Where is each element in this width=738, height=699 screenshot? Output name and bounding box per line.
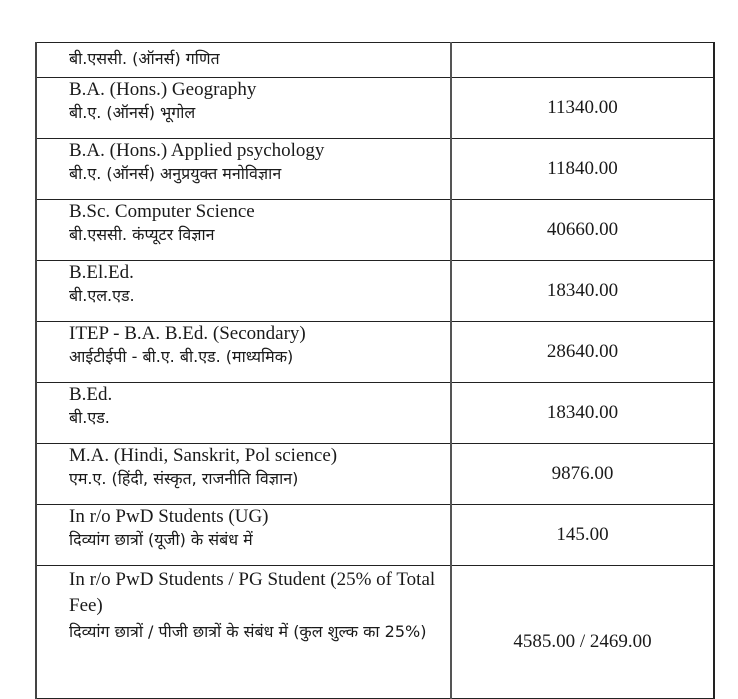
course-name-english: In r/o PwD Students / PG Student (25% of Total Fee) — [69, 569, 436, 616]
course-cell — [36, 139, 451, 200]
course-name-english: B.A. (Hons.) Geography — [69, 79, 257, 100]
fee-cell: 28640.00 — [451, 322, 714, 383]
table-row — [36, 139, 714, 200]
fee-cell: 4585.00 / 2469.00 — [451, 566, 714, 699]
course-cell — [36, 444, 451, 505]
course-name-hindi: बी.एड. — [69, 408, 110, 427]
course-cell — [36, 505, 451, 566]
course-name-english: B.Ed. — [69, 384, 113, 405]
course-cell — [36, 261, 451, 322]
fee-cell: 9876.00 — [451, 444, 714, 505]
course-name-english: B.A. (Hons.) Applied psychology — [69, 140, 325, 161]
course-name-english: In r/o PwD Students (UG) — [69, 506, 269, 527]
course-name-hindi: आईटीईपी - बी.ए. बी.एड. (माध्यमिक) — [69, 347, 294, 366]
course-name-hindi: बी.ए. (ऑनर्स) भूगोल — [69, 103, 196, 122]
fee-cell: 40660.00 — [451, 200, 714, 261]
table-row — [36, 444, 714, 505]
table-row — [36, 383, 714, 444]
fee-cell: 145.00 — [451, 505, 714, 566]
table-row — [36, 505, 714, 566]
course-name-english: ITEP - B.A. B.Ed. (Secondary) — [69, 323, 306, 344]
course-name-english: B.El.Ed. — [69, 262, 134, 283]
course-name-hindi: बी.ए. (ऑनर्स) अनुप्रयुक्त मनोविज्ञान — [69, 164, 282, 183]
fee-cell — [451, 43, 714, 78]
course-cell — [36, 78, 451, 139]
course-cell — [36, 322, 451, 383]
fee-cell: 11840.00 — [451, 139, 714, 200]
table-row — [36, 566, 714, 699]
course-name-english: M.A. (Hindi, Sanskrit, Pol science) — [69, 445, 338, 466]
table-row — [36, 78, 714, 139]
course-cell — [36, 43, 451, 78]
course-name-english: B.Sc. Computer Science — [69, 201, 255, 222]
fee-cell: 11340.00 — [451, 78, 714, 139]
table-row — [36, 322, 714, 383]
course-cell — [36, 383, 451, 444]
course-name-hindi: एम.ए. (हिंदी, संस्कृत, राजनीति विज्ञान) — [69, 469, 299, 488]
table-row — [36, 200, 714, 261]
table-row — [36, 43, 714, 78]
fee-cell: 18340.00 — [451, 383, 714, 444]
fee-table — [35, 42, 715, 699]
course-cell — [36, 200, 451, 261]
fee-cell: 18340.00 — [451, 261, 714, 322]
course-cell — [36, 566, 451, 699]
course-name-hindi: बी.एल.एड. — [69, 286, 135, 305]
table-row — [36, 261, 714, 322]
course-name-hindi: बी.एससी. कंप्यूटर विज्ञान — [69, 225, 215, 244]
course-name-hindi: दिव्यांग छात्रों / पीजी छात्रों के संबंध में (कुल शुल्क का 25%) — [69, 622, 427, 641]
course-name-hindi: दिव्यांग छात्रों (यूजी) के संबंध में — [69, 530, 253, 549]
course-name-hindi: बी.एससी. (ऑनर्स) गणित — [69, 49, 220, 68]
